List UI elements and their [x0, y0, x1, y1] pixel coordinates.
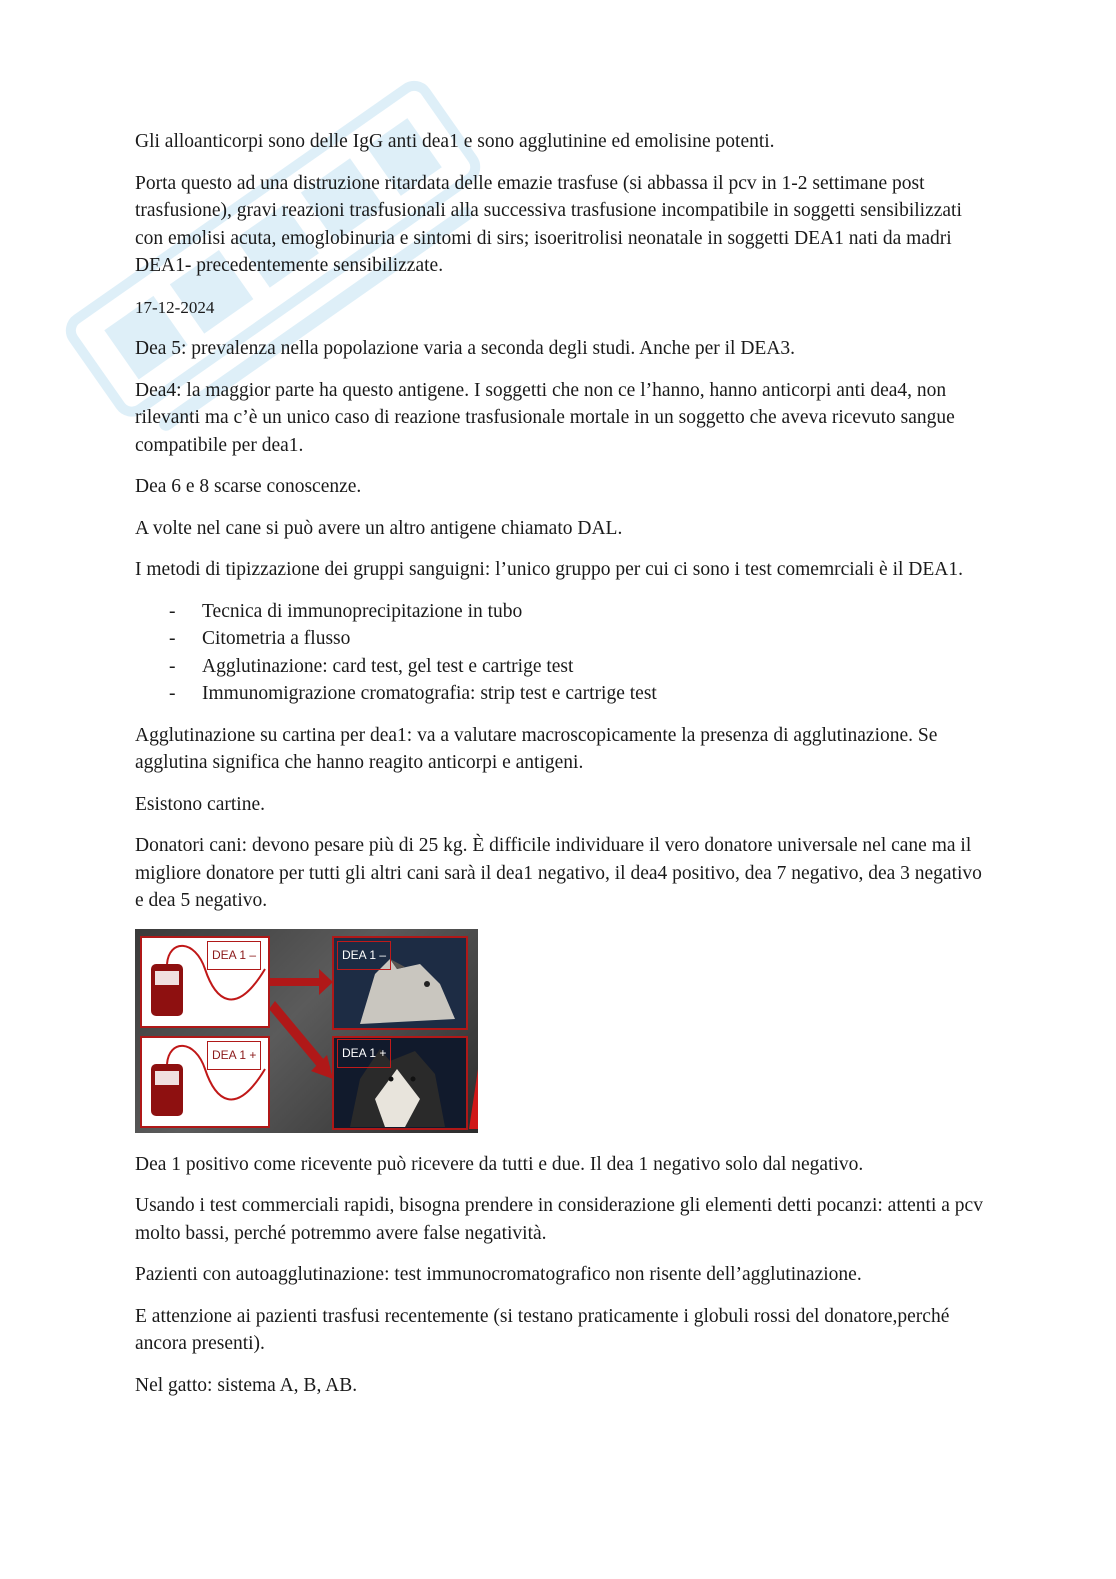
figure-label: DEA 1 –	[337, 941, 391, 971]
figure-label: DEA 1 –	[207, 941, 261, 971]
methods-list	[135, 598, 985, 708]
paragraph: Pazienti con autoagglutinazione: test immunocromatografico non risente dell’agglutinazione.	[135, 1264, 862, 1285]
paragraph: A volte nel cane si può avere un altro antigene chiamato DAL.	[135, 517, 623, 539]
paragraph: Dea 1 positivo come ricevente può ricevere da tutti e due. Il dea 1 negativo solo dal negativo.	[135, 1153, 864, 1175]
figure-label: DEA 1 +	[337, 1039, 391, 1069]
paragraph: Dea 6 e 8 scarse conoscenze.	[135, 476, 362, 497]
arrow-icon	[269, 969, 333, 995]
figure-label: DEA 1 +	[207, 1041, 261, 1071]
paragraph: Nel gatto: sistema A, B, AB.	[135, 1374, 358, 1396]
paragraph: Porta questo ad una distruzione ritardata delle emazie trasfuse (si abbassa il pcv in 1-2 settimane post trasfusione), gravi reazioni trasfusionali alla successiva trasfusione incompatibile in soggetti sensibilizzati con emolisi acuta, emoglobinuria e sintomi di sirs; isoeritrolisi neonatale in soggetti DEA1 nati da madri DEA1- precedentemente sensibilizzate.	[135, 172, 962, 276]
paragraph: E attenzione ai pazienti trasfusi recentemente (si testano praticamente i globuli rossi del donatore,perché ancora presenti).	[135, 1305, 950, 1354]
list-item: - Immunomigrazione cromatografia: strip test e cartrige test	[135, 680, 985, 708]
paragraph: Usando i test commerciali rapidi, bisogna prendere in considerazione gli elementi detti pocanzi: attenti a pcv molto bassi, perché potremmo avere false negatività.	[135, 1195, 983, 1244]
date-heading: 17-12-2024	[135, 297, 215, 317]
paragraph: Dea 5: prevalenza nella popolazione varia a seconda degli studi. Anche per il DEA3.	[135, 338, 796, 359]
list-item: - Agglutinazione: card test, gel test e cartrige test	[135, 653, 985, 681]
list-item: - Citometria a flusso	[135, 625, 985, 653]
paragraph: Donatori cani: devono pesare più di 25 kg. È difficile individuare il vero donatore universale nel cane ma il migliore donatore per tutti gli altri cani sarà il dea1 negativo, il dea4 positivo, dea 7 negativo, dea 3 negativo e dea 5 negativo.	[135, 835, 982, 911]
paragraph: Dea4: la maggior parte ha questo antigene. I soggetti che non ce l’hanno, hanno anticorpi anti dea4, non rilevanti ma c’è un unico caso di reazione trasfusionale mortale in un soggetto che aveva ricevuto sangue compatibile per dea1.	[135, 379, 955, 456]
list-item: - Tecnica di immunoprecipitazione in tubo	[135, 598, 985, 626]
paragraph: Esistono cartine.	[135, 793, 265, 815]
paragraph: Gli alloanticorpi sono delle IgG anti dea1 e sono agglutinine ed emolisine potenti.	[135, 131, 775, 152]
paragraph: I metodi di tipizzazione dei gruppi sanguigni: l’unico gruppo per cui ci sono i test comemrciali è il DEA1.	[135, 559, 963, 580]
document-body	[135, 128, 985, 1413]
paragraph: Agglutinazione su cartina per dea1: va a valutare macroscopicamente la presenza di agglutinazione. Se agglutina significa che hanno reagito anticorpi e antigeni.	[135, 724, 938, 773]
arrow-icon	[269, 1001, 333, 1079]
transfusion-figure	[135, 929, 478, 1133]
